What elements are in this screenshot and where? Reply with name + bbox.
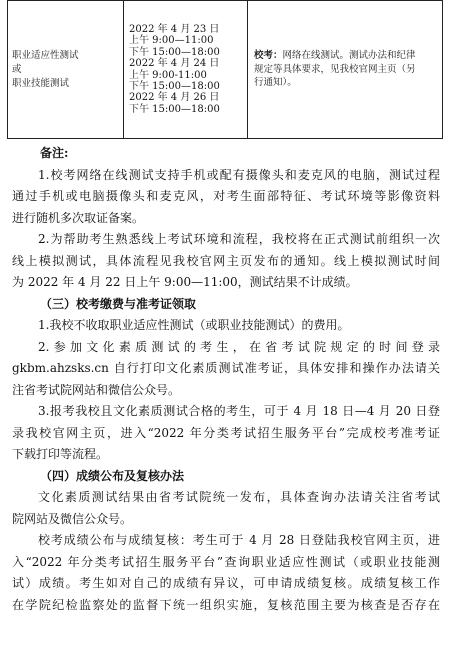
paragraph-line: 2.参加文化素质测试的考生，在省考试院规定的时间登录 <box>38 339 440 354</box>
exam-type-line: 职业技能测试 <box>12 77 70 89</box>
exam-location-text: 网络在线测试。测试办法和纪律 <box>282 50 416 62</box>
exam-time-cell <box>124 1 248 139</box>
section-heading: 备注: <box>40 146 69 160</box>
paragraph-line: 试）成绩。考生如对自己的成绩有异议，可申请成绩复核。成绩复核工作 <box>12 576 440 590</box>
exam-type-line: 或 <box>12 63 22 75</box>
paragraph-line: 院网站及微信公众号。 <box>12 511 133 526</box>
paragraph-line: 线上模拟测试，具体流程见我校官网主页发布的通知。线上模拟测试时间 <box>12 253 440 268</box>
paragraph-line: 下载打印等流程。 <box>12 447 109 461</box>
exam-time-line: 下午 15:00—18:00 <box>129 46 220 58</box>
paragraph-line: 3.报考我校且文化素质测试合格的考生，可于 4 月 18 日—4 月 20 日登 <box>38 404 440 418</box>
exam-type-line: 职业适应性测试 <box>12 49 79 61</box>
exam-location-label: 校考： <box>254 50 283 62</box>
paragraph-line: 注省考试院网站和微信公众号。 <box>12 382 181 397</box>
paragraph-line: 文化素质测试结果由省考试院统一发布，具体查询办法请关注省考试 <box>38 490 440 504</box>
exam-time-line: 上午 9:00—11:00 <box>129 35 214 47</box>
exam-location-line: 规定等具体要求，见我校官网主页（另 <box>254 63 416 75</box>
paragraph-line: 校考成绩公布与成绩复核：考生可于 4 月 28 日登陆我校官网主页，进 <box>38 533 440 547</box>
paragraph-line: 通过手机或电脑摄像头和麦克风，对考生面部特征、考试环境等影像资料 <box>12 189 440 203</box>
exam-location-line: 行通知）。 <box>254 77 297 89</box>
paragraph-line: 在学院纪检监察处的监督下统一组织实施，复核范围主要为核查是否存在 <box>12 597 440 612</box>
paragraph-line: 入“2022 年分类考试招生服务平台”查询职业适应性测试（或职业技能测 <box>12 554 440 569</box>
paragraph-line: 1.校考网络在线测试支持手机或配有摄像头和麦克风的电脑，测试过程 <box>38 167 440 182</box>
exam-time-line: 2022 年 4 月 23 日 <box>129 23 220 35</box>
paragraph-line: gkbm.ahzsks.cn 自行打印文化素质测试准考证，具体安排和操作办法请关 <box>12 361 440 375</box>
paragraph-line: 2.为帮助考生熟悉线上考试环境和流程，我校将在正式测试前组织一次 <box>38 232 440 246</box>
exam-location-cell <box>248 1 443 139</box>
exam-type-cell <box>8 1 124 139</box>
exam-time-line: 2022 年 4 月 24 日 <box>129 58 220 70</box>
exam-schedule-table <box>7 0 443 139</box>
exam-time-line: 下午 15:00—18:00 <box>129 80 220 92</box>
paragraph-line: 录我校官网主页，进入“2022 年分类考试招生服务平台”完成校考准考证 <box>12 425 440 440</box>
exam-time-line: 2022 年 4 月 26 日 <box>129 92 220 104</box>
exam-time-line: 下午 15:00—18:00 <box>129 103 220 115</box>
paragraph-line: 1.我校不收取职业适应性测试（或职业技能测试）的费用。 <box>38 318 350 332</box>
paragraph-line: 为 2022 年 4 月 22 日上午 9:00—11:00，测试结果不计成绩。 <box>12 275 358 289</box>
section-heading: （三）校考缴费与准考证领取 <box>40 296 197 311</box>
paragraph-line: 进行随机多次取证备案。 <box>12 210 145 225</box>
section-heading: （四）成绩公布及复核办法 <box>40 468 185 483</box>
notice-body <box>12 143 440 616</box>
exam-location-line-1 <box>254 49 436 63</box>
exam-time-line: 上午 9:00-11:00 <box>129 69 207 81</box>
